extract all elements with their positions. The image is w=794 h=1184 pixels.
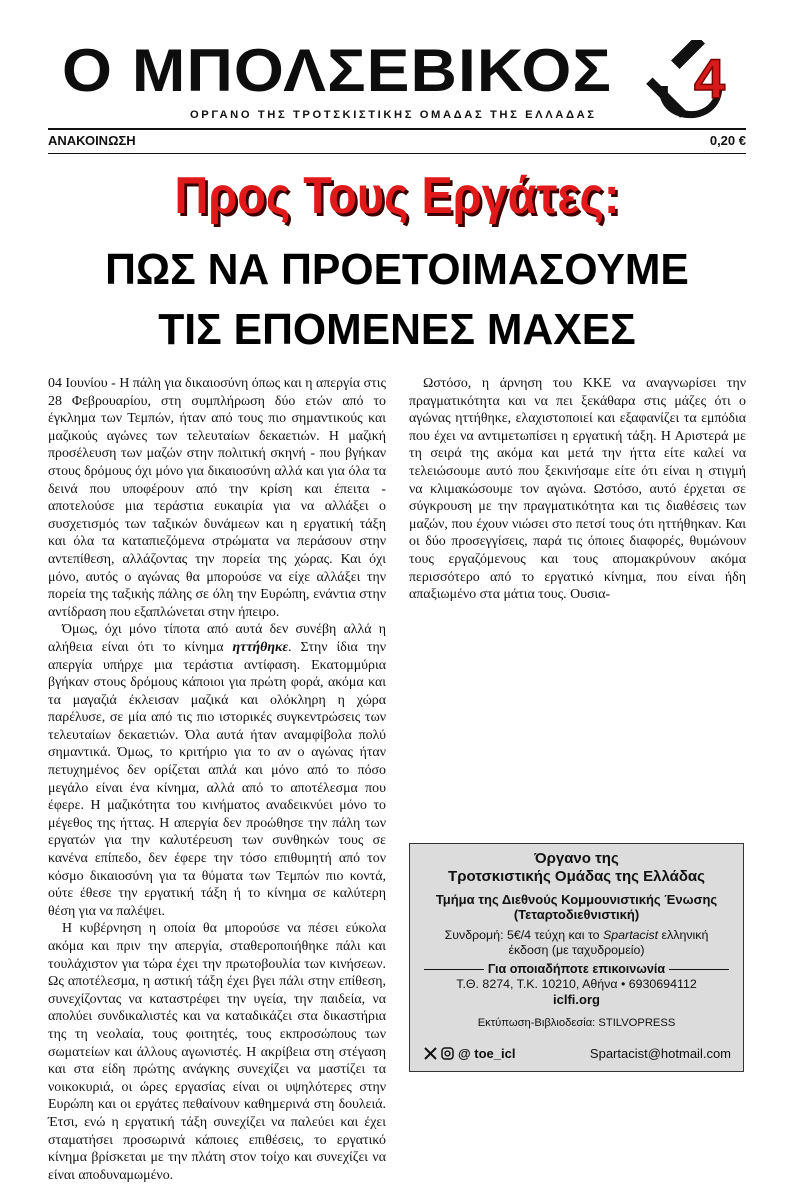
article-paragraph-2	[48, 621, 386, 920]
article-column-left	[48, 375, 386, 1184]
p2-text-b: . Στην ίδια την απεργία υπήρχε μια τεράστια αντίφαση. Εκατομμύρια βγήκαν στους δρόμους κάποιοι για πρώτη φορά, ακόμα και τα μαγαζιά έκλεισαν μαζικά και ολόκληρη η χώρα παρέλυσε, σε μία από τις πιο ιστορικές συγκεντρώσεις των τελευταίων δεκαετιών. Όλα αυτά ήταν αναμφίβολα πολύ σημαντικά. Όμως, το κριτήριο για το αν ο αγώνας ήταν πετυχημένος δεν ορίζεται απλά και μόνο από το πόσο μεγάλο είναι ένα κίνημα, αλλά από το αποτέλεσμα που έφερε. Η μαζικότητα του κινήματος αναδεικνύει μόνο το μέγεθος της ήττας. Η απεργία δεν προώθησε την πάλη των εργατών για την καλυτέρευση των συνθηκών τους σε κανένα επίπεδο, δεν έφερε την τόσο επιθυμητή από τον κόσμο δικαιοσύνη για τα θύματα των Τεμπών πιο κοντά, ούτε έθεσε την εργατική τάξη ή το κίνημα σε καλύτερη θέση για να παλέψει.	[48, 639, 387, 919]
section-label: ΑΝΑΚΟΙΝΩΣΗ	[48, 133, 136, 148]
info-subtitle-1: Τμήμα της Διεθνούς Κομμουνιστικής Ένωσης	[435, 892, 718, 907]
postal-address: Τ.Θ. 8274, Τ.Κ. 10210, Αθήνα • 6930694112	[456, 977, 697, 991]
paper-title: Ο ΜΠΟΛΣΕΒΙΚΟΣ	[62, 37, 612, 104]
price-label: 0,20 €	[709, 133, 746, 148]
social-handle-text: @ toe_icl	[458, 1046, 516, 1061]
print-credit: Εκτύπωση-Βιβλιοδεσία: STILVOPRESS	[477, 1017, 676, 1029]
p2-text-a: Όμως, όχι μόνο τίποτα από αυτά δεν συνέβη αλλά η αλήθεια είναι ότι το κίνημα	[48, 622, 386, 655]
contact-heading-text: Για οποιαδήποτε επικοινωνία	[487, 962, 666, 976]
logo-number: 4	[694, 47, 726, 110]
subscription-line-1	[410, 928, 743, 943]
x-icon[interactable]	[424, 1047, 437, 1060]
publication-info-box	[409, 843, 744, 1072]
paper-subtitle: ΟΡΓΑΝΟ ΤΗΣ ΤΡΟΤΣΚΙΣΤΙΚΗΣ ΟΜΑΔΑΣ ΤΗΣ ΕΛΛΑΔΑΣ	[190, 109, 597, 121]
hammer-sickle-icon	[642, 40, 738, 124]
masthead-rule-bottom	[48, 153, 746, 154]
hammer-handle	[646, 77, 686, 117]
divider-left	[424, 969, 484, 971]
info-title-2: Τροτσκιστικής Ομάδας της Ελλάδας	[448, 868, 705, 885]
subscription-text-a: Συνδρομή: 5€/4 τεύχη και το	[444, 928, 604, 942]
main-headline	[0, 240, 794, 360]
info-title-1: Όργανο της	[534, 850, 619, 867]
article-column-right	[409, 375, 746, 604]
info-subtitle-2: (Τεταρτοδιεθνιστική)	[513, 907, 640, 922]
website-link[interactable]: iclfi.org	[553, 992, 600, 1007]
headline-line-2: ΤΙΣ ΕΠΟΜΕΝΕΣ ΜΑΧΕΣ	[158, 305, 636, 354]
subscription-text-b: ελληνική	[658, 928, 709, 942]
instagram-icon[interactable]	[441, 1047, 454, 1060]
contact-heading	[410, 962, 743, 977]
subscription-line-2: έκδοση (με ταχυδρομείο)	[508, 943, 645, 957]
p2-emphasis: ηττήθηκε	[232, 639, 289, 655]
article-paragraph-1: 04 Ιουνίου - Η πάλη για δικαιοσύνη όπως και η απεργία στις 28 Φεβρουαρίου, στη συμπλήρωση δύο ετών από το έγκλημα των Τεμπών, ήταν από τους πιο σημαντικούς και μαζικούς αγώνες των τελευταίων δεκαετιών. Η μαζική προσέλευση των μαζών στην πολιτική σκηνή - που βγήκαν στους δρόμους όχι μόνο για δικαιοσύνη αλλά και για όλα τα δεινά που υποφέρουν από την κρίση και έπειτα - αποτελούσε μια τεράστια ευκαιρία για να αλλάξει ο συσχετισμός των ταξικών δυνάμεων και η εργατική τάξη και όλα τα καταπιεζόμενα στρώματα να περάσουν στην αντεπίθεση, αλλάζοντας την πορεία της χώρας. Και όχι μόνο, αυτός ο αγώνας θα μπορούσε να είχε αλλάξει την πορεία της ταξικής πάλης σε όλη την Ευρώπη, ενάντια στην αντίδραση που εξαπλώνεται στην ήπειρο.	[48, 376, 386, 620]
kicker-headline: Προς Τους Εργάτες:	[174, 167, 620, 225]
subscription-emphasis: Spartacist	[603, 928, 659, 942]
masthead-rule-top	[48, 128, 746, 130]
email-link[interactable]: Spartacist@hotmail.com	[589, 1046, 731, 1061]
article-paragraph-4: Ωστόσο, η άρνηση του ΚΚΕ να αναγνωρίσει την πραγματικότητα και να πει ξεκάθαρα στις μάζες ότι ο αγώνας ηττήθηκε, ελαχιστοποιεί και εξαφανίζει τα εμπόδια που έχει να αντιμετωπίσει η εργατική τάξη. Η Αριστερά με τη σειρά της ακόμα και μετά την ήττα είτε καλεί να τελειώσουμε αυτό που ξεκινήσαμε είτε ότι είναι η στιγμή να κλιμακώσουμε τον αγώνα. Ωστόσο, αυτό έρχεται σε σύγκρουση με την πραγματικότητα και τις διαθέσεις των μαζών, που έχουν νιώσει στο πετσί τους ότι ηττήθηκαν. Και οι δύο προσεγγίσεις, παρά τις όποιες διαφορές, θυμώνουν τους εργαζόμενους και τους απομακρύνουν ακόμα περισσότερο από το εργατικό κίνημα, που είναι ήδη απαξιωμένο στα μάτια τους. Ουσια-	[409, 376, 746, 603]
social-handle[interactable]	[424, 1046, 515, 1061]
article-paragraph-3: Η κυβέρνηση η οποία θα μπορούσε να πέσει εύκολα ακόμα και πριν την απεργία, σταθεροποιήθηκε πάλι και τουλάχιστον για τώρα έχει την πρωτοβουλία των κινήσεων. Ως αποτέλεσμα, η αστική τάξη έχει βγει πάλι στην επίθεση, συνεχίζοντας να καταστρέφει την υγεία, την παιδεία, να απολύει συνδικαλιστές και να καταδικάζει στα δικαστήρια της τη νεολαία, τους φοιτητές, τους εκπροσώπους των σωματείων και άλλους αγωνιστές. Η ακρίβεια στη στέγαση και στα είδη πρώτης ανάγκης συνεχίζει να μαστίζει τα νοικοκυριά, οι ώρες εργασίας είναι οι υψηλότερες στην Ευρώπη και οι εργάτες πεθαίνουν καθημερινά στη δουλειά. Έτσι, ενώ η εργατική τάξη συνεχίζει να παλεύει και έχει σταματήσει προσωρινά κάποιες επιθέσεις, το εργατικό κίνημα βρίσκεται με την πλάτη στον τοίχο και συνεχίζει να είναι αποδυναμωμένο.	[48, 921, 386, 1183]
divider-right	[669, 969, 729, 971]
headline-line-1: ΠΩΣ ΝΑ ΠΡΟΕΤΟΙΜΑΣΟΥΜΕ	[105, 245, 689, 294]
masthead	[62, 36, 742, 126]
